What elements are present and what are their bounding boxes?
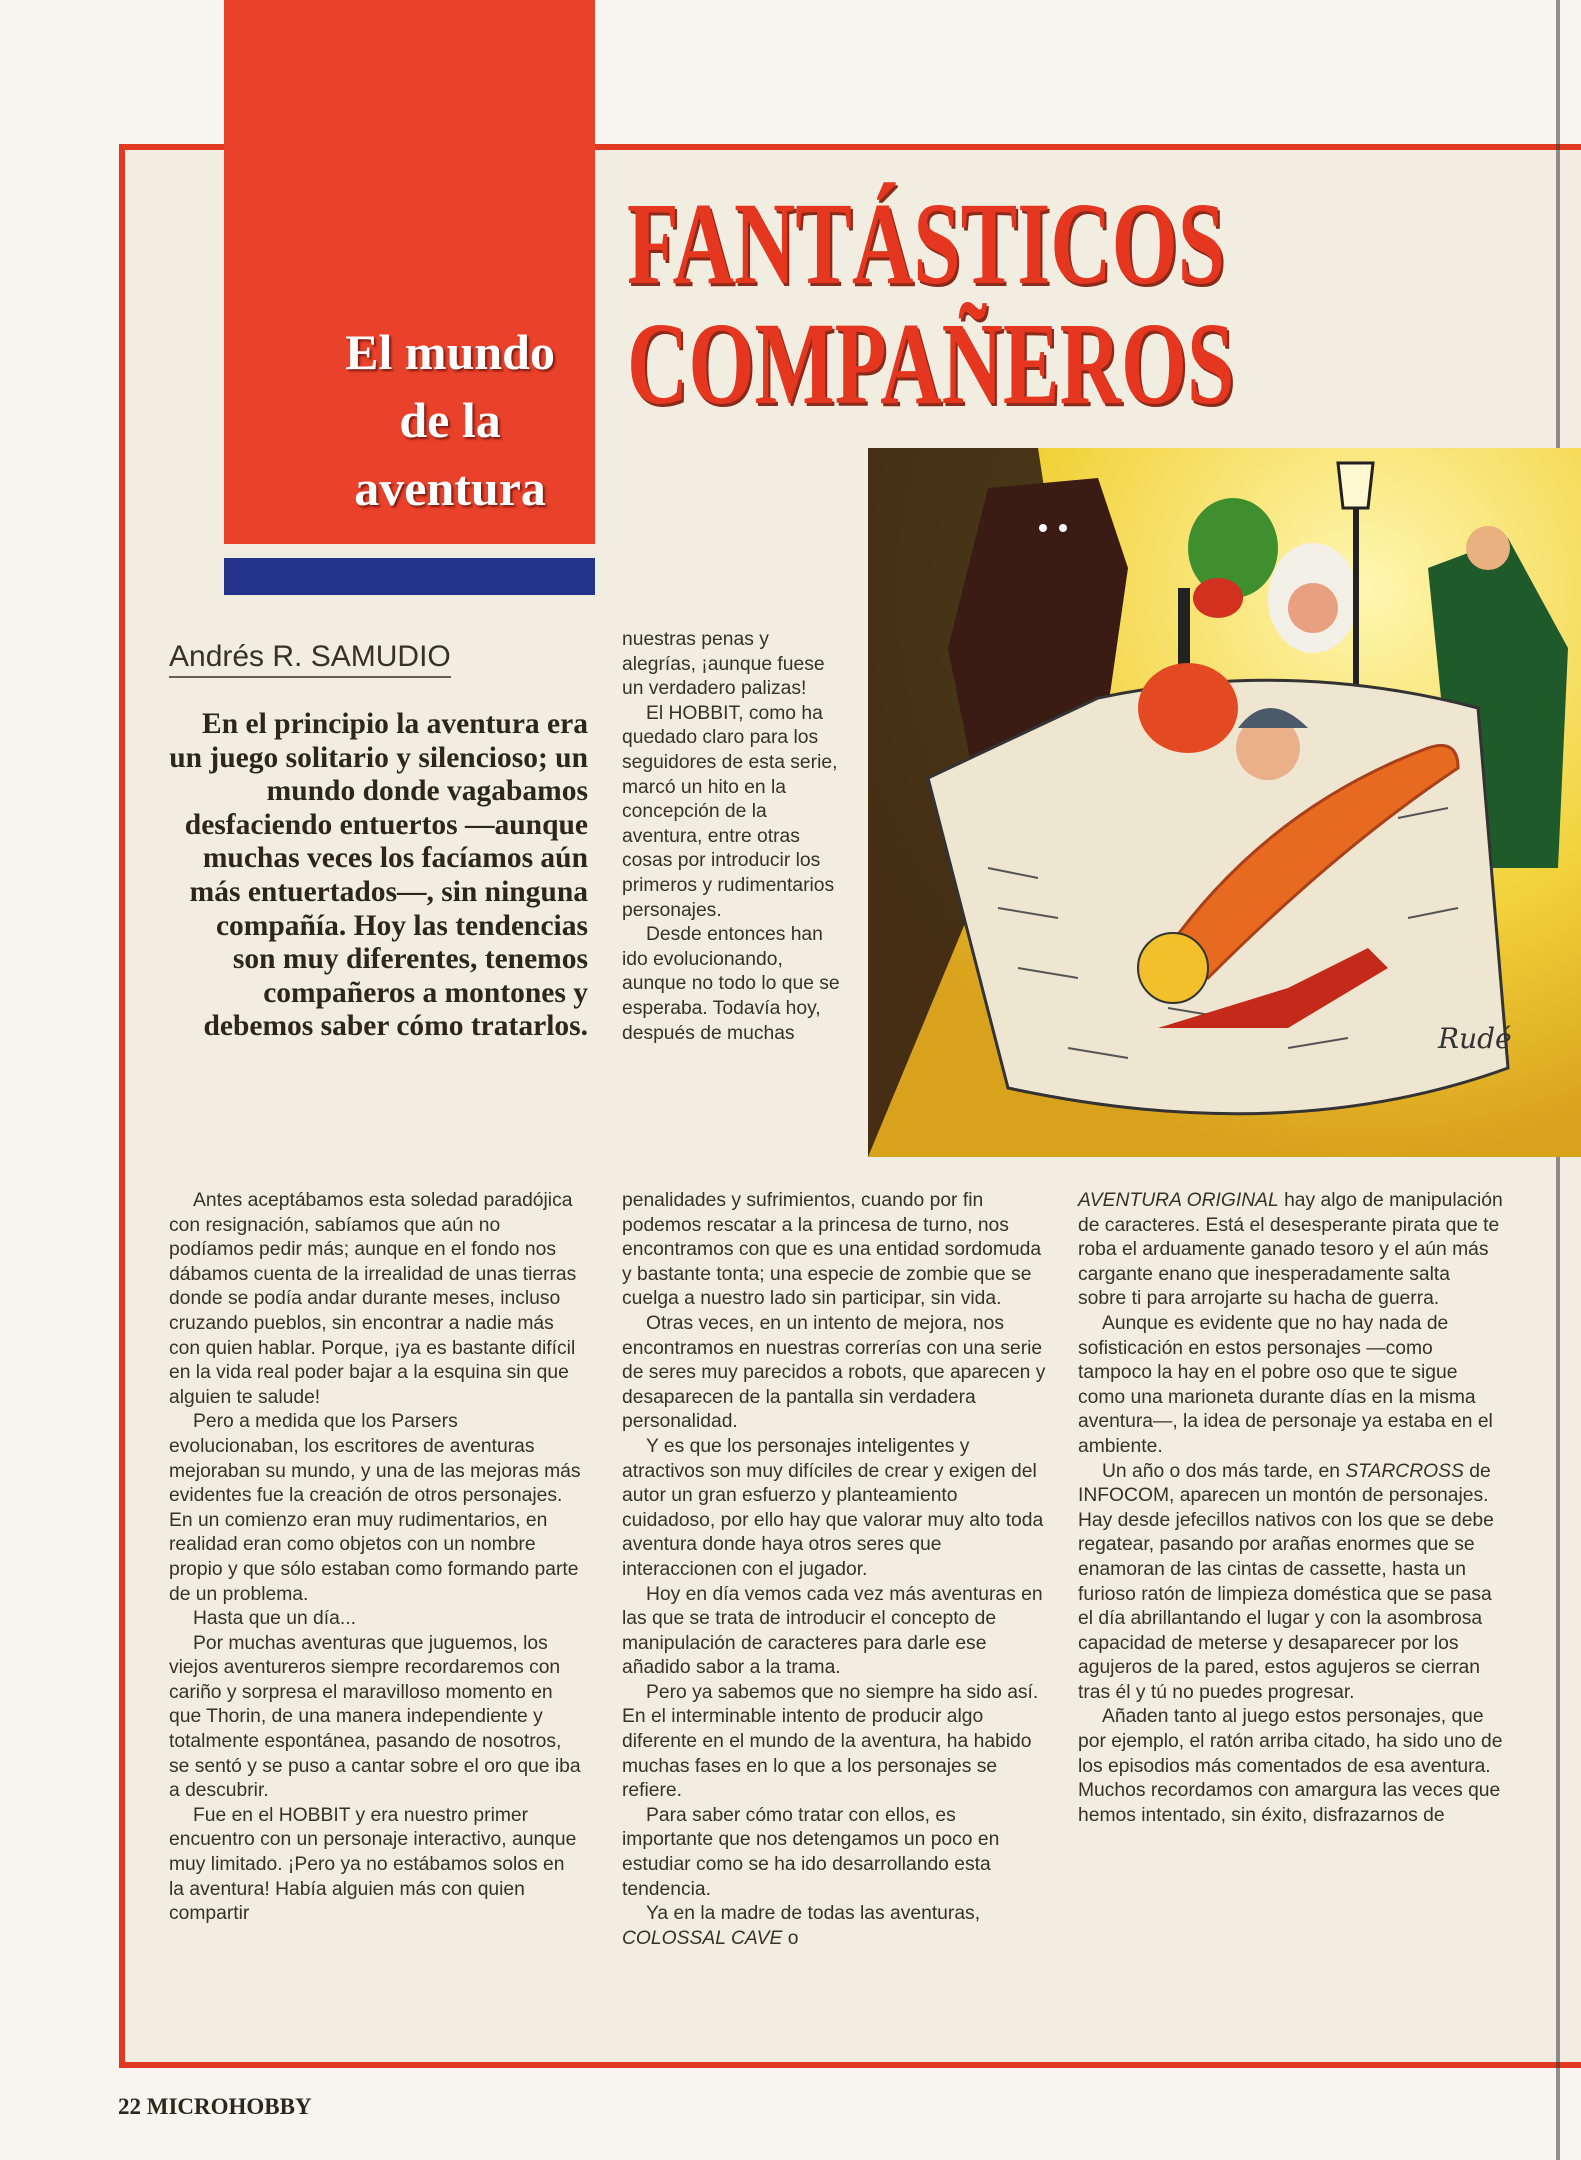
paragraph-text: Hoy en día vemos cada vez más aventuras en las que se trata de introducir el concepto de manipulación de caracteres para darle ese añadido sabor a la trama.	[622, 1583, 1043, 1679]
frame-left-line	[119, 144, 125, 2068]
paragraph-text: El HOBBIT, como ha quedado claro para los seguidores de esta serie, marcó un hito en la concepción de la aventura, entre otras cosas por introducir los primeros y rudimentarios personajes.	[622, 702, 838, 921]
paragraph-text: Para saber cómo tratar con ellos, es importante que nos detengamos un poco en estudiar como se ha ido desarrollando esta tendencia.	[622, 1804, 1000, 1900]
article-deck: En el principio la aventura era un juego solitario y silencioso; un mundo donde vagabamos desfaciendo entuertos —aunque muchas veces los facíamos aún más entuertados—, sin ninguna compañía. Hoy las tendencias son muy diferentes, tenemos compañeros a montones y debemos saber cómo tratarlos.	[169, 708, 588, 1043]
paragraph-text: Aunque es evidente que no hay nada de sofisticación en estos personajes —como tampoco la hay en el pobre oso que te sigue como una marioneta durante días en la misma aventura—, la idea de personaje ya estaba en el ambiente.	[1078, 1312, 1493, 1457]
body-paragraph	[1078, 1189, 1503, 1312]
red-creature	[1138, 663, 1238, 753]
body-paragraph	[622, 1804, 1047, 1902]
body-paragraph	[622, 1681, 1047, 1804]
frog-tongue	[1193, 578, 1243, 618]
paragraph-text: Añaden tanto al juego estos personajes, que por ejemplo, el ratón arriba citado, ha sido uno de los episodios más comentados de esa aventura. Muchos recordamos con amargura las veces que hemos intentado, sin éxito, disfrazarnos de	[1078, 1706, 1503, 1826]
body-paragraph	[622, 1902, 1047, 1951]
column-1	[169, 1189, 581, 1927]
body-paragraph	[1078, 1312, 1503, 1460]
article-title-line-1: FANTÁSTICOS	[627, 178, 1226, 309]
body-paragraph	[169, 1189, 581, 1410]
article-title-line-2: COMPAÑEROS	[627, 298, 1235, 429]
italic-title-text: STARCROSS	[1345, 1460, 1464, 1482]
body-paragraph	[622, 628, 844, 702]
paragraph-text: Por muchas aventuras que juguemos, los viejos aventureros siempre recordaremos con cariño y sorpresa el maravilloso momento en que Thorin, de una manera independiente y totalmente espontánea, pasando de nosotros, se sentó y se puso a cantar sobre el oro que iba a descubrir.	[169, 1632, 581, 1802]
paragraph-text: nuestras penas y alegrías, ¡aunque fuese un verdadero palizas!	[622, 629, 825, 700]
paragraph-text: penalidades y sufrimientos, cuando por fin podemos rescatar a la princesa de turno, nos encontramos con que es una entidad sordomuda y bastante tonta; una especie de zombie que se cuelga a nuestro lado sin participar, sin vida.	[622, 1190, 1042, 1310]
paragraph-text: Un año o dos más tarde, en	[1102, 1460, 1346, 1482]
illustrator-signature: Rudé	[1438, 1022, 1512, 1055]
body-paragraph	[622, 702, 844, 923]
paragraph-text: de INFOCOM, aparecen un montón de personajes. Hay desde jefecillos nativos con los que se debe regatear, pasando por arañas enormes que se enamoran de las cintas de cassette, hasta un furioso ratón de limpieza doméstica que se pasa el día abrillantando el lugar y con la asombrosa capacidad de meterse y desaparecer por los agujeros de la pared, estos agujeros se cierran tras él y tú no puedes progresar.	[1078, 1460, 1494, 1703]
body-paragraph	[169, 1410, 581, 1607]
smiling-worm-head	[1138, 933, 1208, 1003]
magazine-name: MICROHOBBY	[146, 2094, 312, 2119]
body-paragraph	[622, 1583, 1047, 1681]
section-kicker	[345, 318, 555, 522]
page-number: 22	[118, 2094, 141, 2119]
frame-bottom-line	[119, 2062, 1581, 2068]
section-kicker-box	[224, 0, 595, 544]
paragraph-text: Fue en el HOBBIT y era nuestro primer encuentro con un personaje interactivo, aunque muy limitado. ¡Pero ya no estábamos solos en la aventura! Había alguien más con quien compartir	[169, 1804, 577, 1925]
body-paragraph	[169, 1804, 581, 1927]
body-paragraph	[169, 1607, 581, 1632]
body-paragraph	[1078, 1460, 1503, 1706]
paragraph-text: Otras veces, en un intento de mejora, nos encontramos en nuestras correrías con una serie de seres muy parecidos a robots, que aparecen y desaparecen de la pantalla sin verdadera personalidad.	[622, 1312, 1046, 1433]
paragraph-text: Antes aceptábamos esta soledad paradójica con resignación, sabíamos que aún no podíamos pedir más; aunque en el fondo nos dábamos cuenta de la irrealidad de unas tierras donde se podía andar durante meses, incluso cruzando pueblos, sin encontrar a nadie más con quien hablar. Porque, ¡ya es bastante difícil en la vida real poder bajar a la esquina sin que alguien te salude!	[169, 1190, 577, 1408]
column-3	[1078, 1189, 1503, 1828]
kicker-line: El mundo	[345, 324, 555, 380]
blue-accent-bar	[224, 558, 595, 595]
paragraph-text: Pero ya sabemos que no siempre ha sido así. En el interminable intento de producir algo diferente en el mundo de la aventura, ha habido muchas fases en lo que a los personajes se refiere.	[622, 1681, 1039, 1802]
paragraph-text: Pero a medida que los Parsers evolucionaban, los escritores de aventuras mejoraban su mundo, y una de las mejoras más evidentes fue la creación de otros personajes. En un comienzo eran muy rudimentarios, en realidad eran como objetos con un nombre propio y que sólo estaban como formando parte de un problema.	[169, 1411, 581, 1605]
kicker-line: aventura	[354, 460, 546, 516]
body-paragraph	[622, 1312, 1047, 1435]
paragraph-text: Ya en la madre de todas las aventuras,	[646, 1903, 981, 1925]
paragraph-text: Desde entonces han ido evolucionando, aunque no todo lo que se esperaba. Todavía hoy, después de muchas	[622, 924, 840, 1044]
column-2-top	[622, 628, 844, 1046]
column-2	[622, 1189, 1047, 1951]
street-lamp-pole	[1353, 478, 1359, 708]
page-footer	[118, 2094, 312, 2120]
face	[1288, 583, 1338, 633]
paragraph-text: Hasta que un día...	[193, 1608, 356, 1630]
kicker-line: de la	[399, 392, 501, 448]
body-paragraph	[622, 1435, 1047, 1583]
body-paragraph	[622, 923, 844, 1046]
italic-title-text: COLOSSAL CAVE	[622, 1927, 783, 1949]
italic-title-text: AVENTURA ORIGINAL	[1078, 1190, 1279, 1211]
author-byline: Andrés R. SAMUDIO	[169, 640, 451, 678]
body-paragraph	[1078, 1705, 1503, 1828]
face	[1466, 526, 1510, 570]
body-paragraph	[622, 1189, 1047, 1312]
paragraph-text: o	[782, 1927, 799, 1949]
eye	[1039, 524, 1047, 532]
eye	[1059, 524, 1067, 532]
paragraph-text: Y es que los personajes inteligentes y atractivos son muy difíciles de crear y exigen del autor un gran esfuerzo y planteamiento cuidadoso, por ello hay que valorar muy alto toda aventura donde haya otros seres que interaccionen con el jugador.	[622, 1435, 1044, 1580]
paragraph-text: hay algo de manipulación de caracteres. Está el desesperante pirata que te roba el arduamente ganado tesoro y el aún más cargante enano que inesperadamente salta sobre ti para arrojarte su hacha de guerra.	[1078, 1190, 1503, 1310]
article-illustration	[868, 448, 1581, 1157]
street-lamp	[1338, 463, 1373, 508]
body-paragraph	[169, 1632, 581, 1804]
